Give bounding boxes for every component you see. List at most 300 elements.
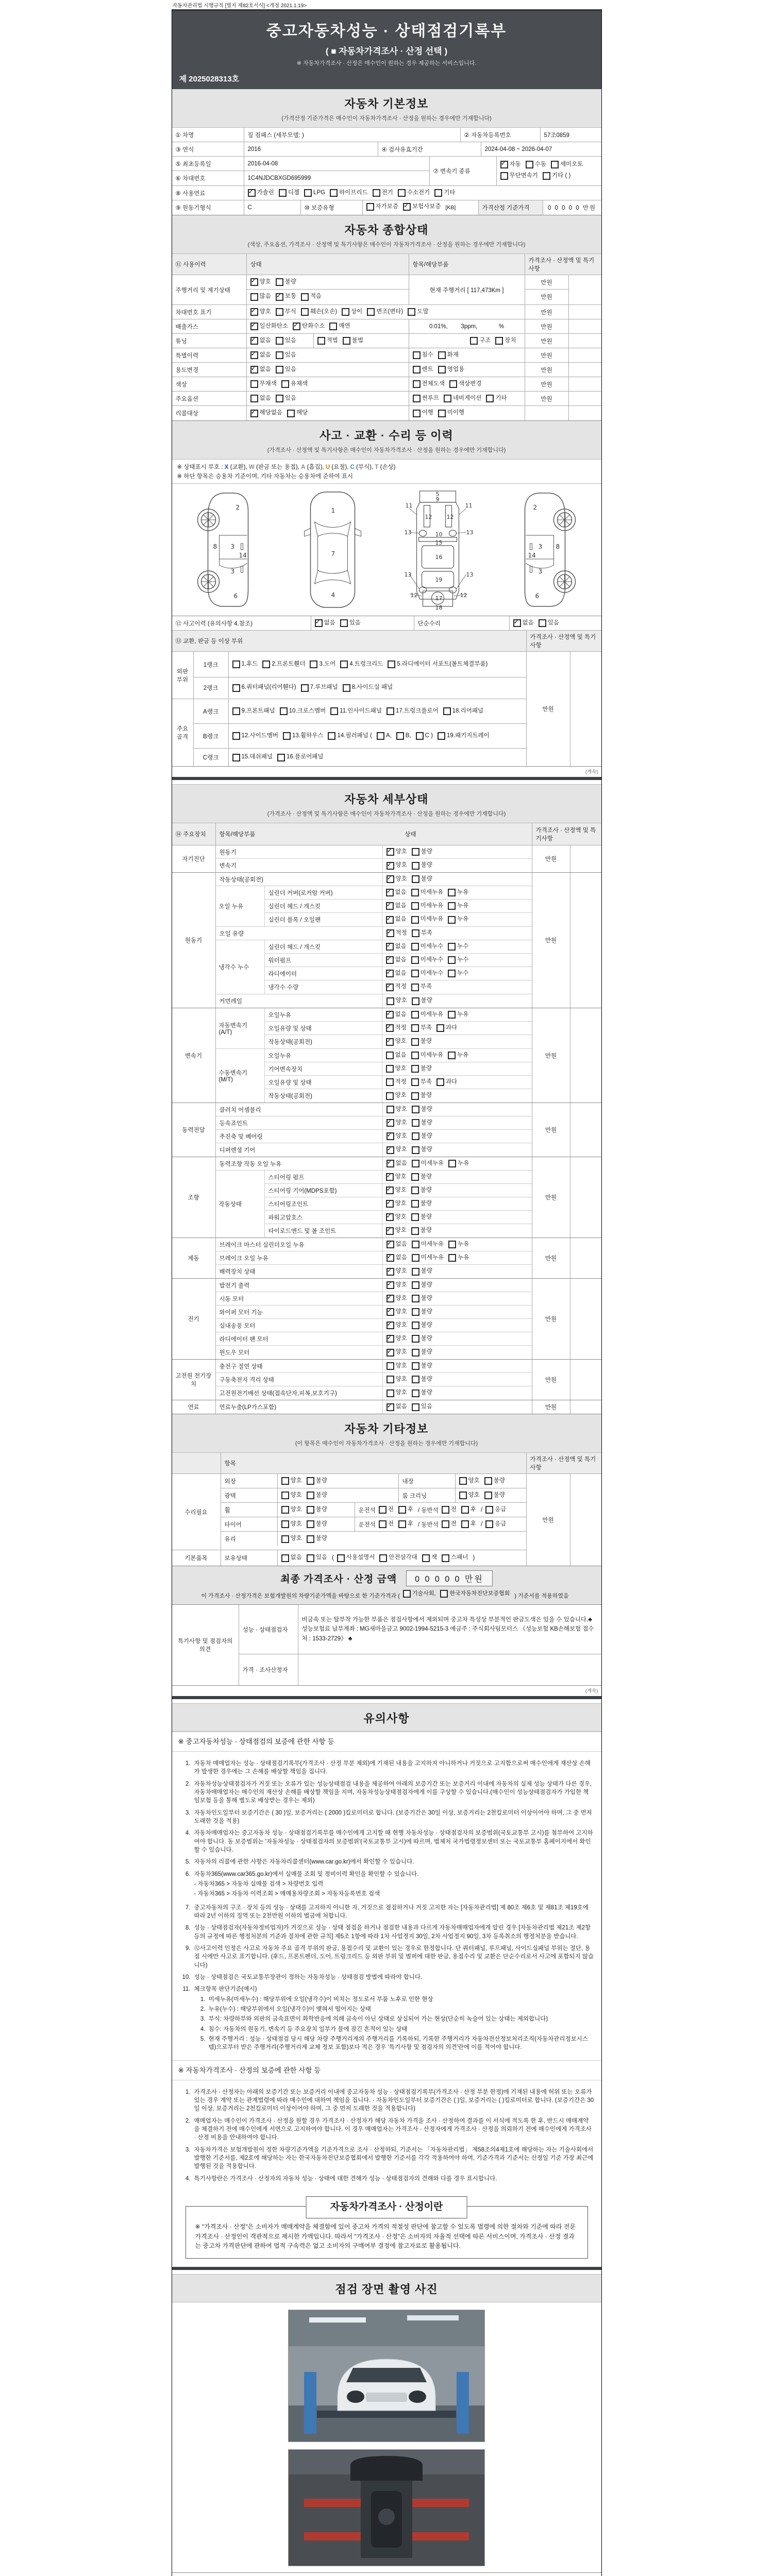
checkbox-전[interactable] <box>379 1506 394 1514</box>
checkbox-전[interactable] <box>442 1506 457 1514</box>
checkbox-이행[interactable] <box>413 410 433 417</box>
usage-change-state <box>247 363 409 377</box>
checkbox-box <box>367 308 375 316</box>
checkbox-양호[interactable] <box>386 1106 407 1113</box>
checkbox-양호[interactable] <box>386 1362 407 1370</box>
detail-subgroup <box>216 1049 532 1103</box>
checkbox-도말[interactable] <box>408 308 428 316</box>
checkbox-과다[interactable] <box>436 1024 457 1032</box>
checkbox-세미오토[interactable] <box>551 161 583 168</box>
checkbox-box <box>386 1349 394 1357</box>
page-subtitle: ( ■ 자동차가격조사 · 산정 선택 ) <box>325 46 448 56</box>
checkbox-label: 있음 <box>547 619 559 626</box>
checkbox-label: 후 <box>470 1506 476 1513</box>
checkbox-전[interactable] <box>442 1520 457 1528</box>
checkbox-12.사이드멤버[interactable] <box>232 732 279 740</box>
checkbox-없음[interactable] <box>513 619 534 627</box>
checkbox-영업용[interactable] <box>438 366 464 374</box>
checkbox-누유[interactable] <box>448 916 468 924</box>
checkbox-label: 매연 <box>339 323 350 329</box>
checkbox-1.후드[interactable] <box>232 660 258 668</box>
checkbox-적법[interactable] <box>317 337 338 345</box>
checkbox-스패너[interactable] <box>442 1554 468 1562</box>
checkbox-불량[interactable] <box>412 1376 432 1383</box>
reg-number-value: 57조0859 <box>544 132 569 139</box>
checkbox-불량[interactable] <box>412 1321 432 1329</box>
checkbox-있음[interactable] <box>276 366 296 374</box>
checkbox-불량[interactable] <box>484 1492 505 1499</box>
checkbox-적정[interactable] <box>386 984 407 991</box>
checkbox-label: A, <box>385 732 392 739</box>
checkbox-전기[interactable] <box>373 189 393 197</box>
detail-item-label: 오일 유량 <box>216 927 383 940</box>
checkbox-불량[interactable] <box>484 1477 505 1485</box>
checkbox-없음[interactable] <box>250 366 271 374</box>
checkbox-보험사보증[interactable] <box>403 203 441 211</box>
checkbox-수동[interactable] <box>526 161 546 168</box>
checkbox-label: 미세누유 <box>420 1011 444 1018</box>
checkbox-label: 미이행 <box>447 410 465 416</box>
checkbox-무단변속기[interactable] <box>500 172 539 180</box>
checkbox-양호[interactable] <box>386 1187 407 1194</box>
checkbox-불량[interactable] <box>412 862 432 870</box>
checkbox-양호[interactable] <box>386 1132 407 1140</box>
checkbox-있음[interactable] <box>412 1403 432 1411</box>
checkbox-불량[interactable] <box>411 1173 432 1181</box>
notice-subitem: 5. 현재 주행거리 : 성능 · 상태점검 당시 해당 차량 주행거리계의 주행거리를 기록하되, 기록한 주행거리가 자동차전산정보처리조직(자동차관리정보시스템)으로부터 받은 주행거리(주행거리계 교체 정보 포함)보다 적은 경우 '특기사항 및 점검자의 의견'란에 이를 적어야 합니다. <box>200 2036 588 2051</box>
checkbox-유채색[interactable] <box>281 380 308 388</box>
checkbox-label: 스패너 <box>450 1554 468 1561</box>
checkbox-불량[interactable] <box>307 1506 327 1514</box>
notice-item: 1. 가격조사 · 산정자는 아래의 보증기간 또는 보증거리 이내에 중고자동차 성능 · 상태점검기록부(가격조사 · 산정 부분 한정)에 기재된 내용에 허위 또는 오류가 있는 경우 계약 또는 관계법령에 따라 매수인에 대하여 책임을 집니다. · 자동차인도일부터 보증기간은 ( )일, 보증거리는 ( )킬로미터로 합니다. (보증기간은 30일 이상, 보증거리는 2천킬로미터 이상이어야 하며, 그 중 먼저 도래한 것을 적용합니다) <box>185 2089 594 2112</box>
checkbox-label: 양호 <box>395 862 407 869</box>
checkbox-양호[interactable] <box>386 1268 407 1276</box>
checkbox-없음[interactable] <box>386 970 407 977</box>
checkbox-없음[interactable] <box>386 1011 407 1019</box>
checkbox-양호[interactable] <box>281 1492 302 1499</box>
checkbox-미세누유[interactable] <box>411 1011 443 1019</box>
checkbox-양호[interactable] <box>459 1477 480 1485</box>
checkbox-없음[interactable] <box>386 1160 407 1167</box>
checkbox-불량[interactable] <box>411 1187 432 1194</box>
checkbox-화재[interactable] <box>438 351 459 359</box>
checkbox-미세누수[interactable] <box>411 943 443 951</box>
checkbox-불량[interactable] <box>412 848 432 856</box>
checkbox-불량[interactable] <box>412 875 432 883</box>
checkbox-침수[interactable] <box>413 351 433 359</box>
checkbox-누유[interactable] <box>448 1052 468 1059</box>
checkbox-과다[interactable] <box>436 1078 457 1086</box>
checkbox-누유[interactable] <box>448 902 468 910</box>
svg-text:1: 1 <box>331 507 335 514</box>
checkbox-누유[interactable] <box>448 1160 469 1167</box>
checkbox-box <box>340 660 348 668</box>
checkbox-양호[interactable] <box>386 1146 407 1154</box>
checkbox-양호[interactable] <box>386 862 407 870</box>
checkbox-누유[interactable] <box>448 1241 469 1248</box>
checkbox-label: 양호 <box>395 1065 407 1072</box>
checkbox-탄화수소[interactable] <box>293 323 325 330</box>
checkbox-없음[interactable] <box>315 619 335 627</box>
checkbox-3.도어[interactable] <box>310 660 335 668</box>
checkbox-매연[interactable] <box>329 323 350 330</box>
checkbox-label: 침수 <box>422 351 433 358</box>
checkbox-누유[interactable] <box>448 889 468 896</box>
checkbox-있음[interactable] <box>340 619 361 627</box>
checkbox-기타[interactable] <box>434 189 455 197</box>
checkbox-없음[interactable] <box>386 1403 407 1411</box>
checkbox-box <box>412 1146 419 1154</box>
checkbox-미세누유[interactable] <box>411 902 443 910</box>
checkbox-미세누유[interactable] <box>411 916 443 924</box>
checkbox-불량[interactable] <box>412 1146 432 1154</box>
checkbox-11.인사이드패널[interactable] <box>330 707 382 715</box>
checkbox-일산화탄소[interactable] <box>250 323 289 330</box>
section-overall-condition <box>172 215 601 254</box>
checkbox-box <box>301 293 309 301</box>
detail-group-label: 연료 <box>172 1400 216 1414</box>
checkbox-수소전기[interactable] <box>398 189 430 197</box>
checkbox-양호[interactable] <box>386 1349 407 1357</box>
checkbox-불량[interactable] <box>412 1119 432 1127</box>
checkbox-5.라디에이터 서포트(볼트체결부품)[interactable] <box>388 660 488 668</box>
detail-table-header: ⑭ 주요장치 항목/해당부품 상태 가격조사 · 산정액 및 특기사항 <box>172 823 601 845</box>
checkbox-불량[interactable] <box>307 1477 327 1485</box>
svg-text:17: 17 <box>435 595 443 602</box>
checkbox-양호[interactable] <box>386 848 407 856</box>
checkbox-9.프론트패널[interactable] <box>232 707 275 715</box>
checkbox-부식[interactable] <box>276 308 296 316</box>
checkbox-후[interactable] <box>461 1520 476 1528</box>
section-accident-history <box>172 421 601 460</box>
checkbox-없음[interactable] <box>386 1254 407 1262</box>
checkbox-불량[interactable] <box>412 1281 432 1289</box>
checkbox-box <box>551 161 559 168</box>
checkbox-양호[interactable] <box>459 1492 480 1499</box>
checkbox-디젤[interactable] <box>279 189 299 197</box>
checkbox-양호[interactable] <box>386 1038 407 1046</box>
checkbox-부족[interactable] <box>411 1024 432 1032</box>
checkbox-불량[interactable] <box>412 1349 432 1357</box>
checkbox-하이브리드[interactable] <box>330 189 368 197</box>
checkbox-양호[interactable] <box>250 278 271 286</box>
checkbox-후[interactable] <box>398 1520 413 1528</box>
checkbox-잭[interactable] <box>422 1554 437 1562</box>
checkbox-기타[interactable] <box>486 395 507 402</box>
checkbox-해당없음[interactable] <box>250 410 282 417</box>
checkbox-box <box>500 161 508 168</box>
checkbox-양호[interactable] <box>386 1389 407 1397</box>
model-year-label: ③ 연식 <box>172 142 244 156</box>
checkbox-label: C ) <box>425 732 433 739</box>
checkbox-양호[interactable] <box>386 1308 407 1316</box>
checkbox-box <box>412 929 419 937</box>
checkbox-부족[interactable] <box>411 1078 432 1086</box>
checkbox-기타 ( )[interactable] <box>543 172 570 180</box>
checkbox-불량[interactable] <box>412 1389 432 1397</box>
checkbox-label: 1.후드 <box>241 660 258 667</box>
checkbox-미세누수[interactable] <box>411 970 443 977</box>
checkbox-양호[interactable] <box>281 1520 302 1528</box>
checkbox-미세누유[interactable] <box>412 1241 444 1248</box>
checkbox-한국자동차진단보증협회[interactable] <box>440 1590 510 1598</box>
checkbox-box <box>301 308 309 316</box>
checkbox-썬루프[interactable] <box>413 395 439 402</box>
checkbox-양호[interactable] <box>281 1535 302 1543</box>
checkbox-15.대쉬패널[interactable] <box>232 754 273 761</box>
checkbox-label: 양호 <box>395 997 407 1004</box>
checkbox-불량[interactable] <box>412 1295 432 1302</box>
checkbox-미세누유[interactable] <box>412 1160 444 1167</box>
checkbox-불량[interactable] <box>307 1520 327 1528</box>
checkbox-불량[interactable] <box>411 1092 432 1100</box>
checkbox-label: 양호 <box>395 1173 407 1180</box>
checkbox-양호[interactable] <box>386 1321 407 1329</box>
detail-group-label: 원동기 <box>172 873 216 1008</box>
page-title: 중고자동차성능 · 상태점검기록부 <box>266 23 507 40</box>
checkbox-보통[interactable] <box>276 293 296 301</box>
checkbox-없음[interactable] <box>386 1052 407 1059</box>
checkbox-양호[interactable] <box>386 997 407 1005</box>
checkbox-없음[interactable] <box>386 956 407 964</box>
checkbox-불량[interactable] <box>411 1200 432 1208</box>
detail-row <box>265 1184 532 1197</box>
checkbox-부족[interactable] <box>412 929 432 937</box>
checkbox-불량[interactable] <box>412 1335 432 1343</box>
checkbox-불량[interactable] <box>411 1227 432 1235</box>
detail-item-label: 냉각수 수량 <box>265 980 382 994</box>
checkbox-양호[interactable] <box>386 1376 407 1383</box>
checkbox-box <box>276 308 283 316</box>
checkbox-누유[interactable] <box>448 1011 468 1019</box>
notice-item: 1. 자동차 매매업자는 성능 · 상태점검기록부(가격조사 · 산정 부분 제외)에 기재된 내용을 고지하지 아니하거나 거짓으로 고지함으로써 매수인에게 재산상 손해가 발생한 경우에는 그 손해를 배상할 책임을 집니다. <box>185 1760 591 1775</box>
checkbox-미세누유[interactable] <box>412 1254 444 1262</box>
checkbox-19.패키지트레이[interactable] <box>438 732 490 740</box>
detail-item-status <box>383 1157 532 1170</box>
checkbox-자가보증[interactable] <box>366 203 398 211</box>
checkbox-양호[interactable] <box>386 1200 407 1208</box>
checkbox-불량[interactable] <box>412 1362 432 1370</box>
checkbox-6.쿼터패널(리어휀다)[interactable] <box>232 684 296 692</box>
checkbox-불량[interactable] <box>412 1132 432 1140</box>
checkbox-불량[interactable] <box>307 1535 327 1543</box>
checkbox-후[interactable] <box>398 1506 413 1514</box>
checkbox-box <box>250 278 258 286</box>
detail-subgroup-label: 수동변속기 (M/T) <box>216 1049 265 1103</box>
checkbox-있음[interactable] <box>276 351 296 359</box>
section-title: 자동차 종합상태 <box>344 224 429 236</box>
checkbox-전체도색[interactable] <box>413 380 445 388</box>
checkbox-없음[interactable] <box>250 395 271 402</box>
checkbox-양호[interactable] <box>386 1281 407 1289</box>
checkbox-렌트[interactable] <box>413 366 433 374</box>
checkbox-적정[interactable] <box>386 929 407 937</box>
checkbox-부족[interactable] <box>411 984 432 991</box>
checkbox-label: 양호 <box>290 1477 302 1484</box>
checkbox-label: 없음 <box>395 1011 407 1018</box>
checkbox-자동[interactable] <box>500 161 521 168</box>
checkbox-상이[interactable] <box>342 308 362 316</box>
checkbox-응급[interactable] <box>485 1506 506 1514</box>
detail-item-label: 실내송풍 모터 <box>216 1319 383 1332</box>
checkbox-label: 사용설명서 <box>346 1554 375 1561</box>
checkbox-label: 없음 <box>259 395 271 401</box>
checkbox-box <box>386 929 394 937</box>
checkbox-가솔린[interactable] <box>248 189 274 197</box>
checkbox-후[interactable] <box>461 1506 476 1514</box>
checkbox-응급[interactable] <box>485 1520 506 1528</box>
checkbox-있음[interactable] <box>307 1554 327 1562</box>
detail-item-status <box>382 980 532 994</box>
checkbox-미세누유[interactable] <box>411 1052 443 1059</box>
checkbox-label: 자가보증 <box>375 203 398 210</box>
checkbox-양호[interactable] <box>386 875 407 883</box>
checkbox-누수[interactable] <box>448 943 468 951</box>
inline-text: ) 기준서를 적용하였음 <box>514 1593 569 1599</box>
tuning-legal <box>314 334 409 348</box>
checkbox-해당[interactable] <box>287 410 308 417</box>
svg-text:19: 19 <box>435 577 443 583</box>
checkbox-없음[interactable] <box>386 943 407 951</box>
checkbox-label: 수소전기 <box>407 189 430 196</box>
checkbox-누수[interactable] <box>448 970 468 977</box>
checkbox-양호[interactable] <box>386 1173 407 1181</box>
checkbox-훼손(오손)[interactable] <box>301 308 337 316</box>
detail-group-label: 고전원 전기장치 <box>172 1360 216 1400</box>
checkbox-label: 불량 <box>421 997 432 1004</box>
checkbox-box <box>386 848 394 856</box>
checkbox-불량[interactable] <box>411 1038 432 1046</box>
checkbox-box <box>434 189 442 197</box>
simple-repair-label: 단순수리 <box>414 616 510 630</box>
checkbox-미이행[interactable] <box>438 410 464 417</box>
checkbox-없음[interactable] <box>250 337 271 345</box>
checkbox-4.트렁크리드[interactable] <box>340 660 383 668</box>
checkbox-무채색[interactable] <box>250 380 277 388</box>
checkbox-불량[interactable] <box>412 1268 432 1276</box>
checkbox-box <box>398 189 406 197</box>
detail-item-status <box>383 994 532 1008</box>
detail-group-notes <box>570 1008 601 1103</box>
checkbox-기술사회,[interactable] <box>403 1590 436 1598</box>
checkbox-label: 13.휠하우스 <box>292 732 324 739</box>
checkbox-box <box>461 1506 469 1514</box>
checkbox-box <box>440 1590 448 1598</box>
checkbox-불량[interactable] <box>412 1308 432 1316</box>
basic-items-state <box>278 1550 526 1566</box>
checkbox-양호[interactable] <box>250 308 271 316</box>
checkbox-변조(변타)[interactable] <box>367 308 403 316</box>
checkbox-양호[interactable] <box>281 1506 302 1514</box>
checkbox-색상변경[interactable] <box>449 380 481 388</box>
detail-group-notes <box>570 873 601 1008</box>
checkbox-불량[interactable] <box>307 1492 327 1499</box>
checkbox-있음[interactable] <box>276 395 296 402</box>
checkbox-불량[interactable] <box>411 1213 432 1221</box>
checkbox-없음[interactable] <box>386 916 407 924</box>
checkbox-누수[interactable] <box>448 956 468 964</box>
detail-row <box>265 900 532 913</box>
checkbox-불량[interactable] <box>276 278 296 286</box>
checkbox-양호[interactable] <box>386 1295 407 1302</box>
checkbox-2.프론트휀더[interactable] <box>262 660 305 668</box>
checkbox-장치[interactable] <box>495 337 516 345</box>
checkbox-안전삼각대[interactable] <box>379 1554 417 1562</box>
checkbox-label: 양호 <box>395 1146 407 1153</box>
checkbox-box <box>411 1038 419 1046</box>
checkbox-box <box>379 1506 386 1514</box>
checkbox-양호[interactable] <box>386 1335 407 1343</box>
checkbox-양호[interactable] <box>386 1092 407 1100</box>
checkbox-8.사이드실 패널[interactable] <box>343 684 393 692</box>
checkbox-누유[interactable] <box>448 1254 469 1262</box>
checkbox-양호[interactable] <box>281 1477 302 1485</box>
checkbox-17.트렁크플로어[interactable] <box>386 707 439 715</box>
checkbox-18.리어패널[interactable] <box>443 707 483 715</box>
checkbox-16.플로어패널[interactable] <box>277 754 324 761</box>
checkbox-box <box>413 410 421 417</box>
checkbox-불량[interactable] <box>412 1106 432 1113</box>
checkbox-미세누유[interactable] <box>411 889 443 896</box>
checkbox-label: 불량 <box>493 1477 505 1484</box>
checkbox-10.크로스멤버[interactable] <box>280 707 326 715</box>
checkbox-있음[interactable] <box>276 337 296 345</box>
checkbox-없음[interactable] <box>386 1241 407 1248</box>
checkbox-있음[interactable] <box>539 619 559 627</box>
checkbox-불량[interactable] <box>412 997 432 1005</box>
checkbox-적정[interactable] <box>386 1078 407 1086</box>
svg-text:3: 3 <box>230 568 235 575</box>
detail-item-label: 기어변속장치 <box>265 1062 382 1075</box>
checkbox-불법[interactable] <box>343 337 363 345</box>
checkbox-C )[interactable] <box>416 732 433 740</box>
checkbox-label: 불량 <box>420 1213 432 1220</box>
checkbox-B,[interactable] <box>396 732 411 740</box>
checkbox-많음[interactable] <box>250 293 271 301</box>
checkbox-불량[interactable] <box>411 1065 432 1073</box>
checkbox-box <box>412 1106 419 1113</box>
checkbox-미세누수[interactable] <box>411 956 443 964</box>
detail-item-label: 동력조향 작동 오일 누유 <box>216 1157 383 1170</box>
checkbox-양호[interactable] <box>386 1119 407 1127</box>
checkbox-네비게이션[interactable] <box>444 395 482 402</box>
row-emission-label: 배출가스 <box>172 319 247 333</box>
checkbox-없음[interactable] <box>386 889 407 896</box>
checkbox-label: 없음 <box>290 1554 302 1561</box>
checkbox-없음[interactable] <box>250 351 271 359</box>
checkbox-7.루브패널[interactable] <box>301 684 338 692</box>
checkbox-전[interactable] <box>379 1520 394 1528</box>
checkbox-label: 과다 <box>445 1078 458 1085</box>
checkbox-label: 7.루브패널 <box>310 684 338 691</box>
checkbox-13.휠하우스[interactable] <box>283 732 323 740</box>
checkbox-LPG[interactable] <box>304 189 325 197</box>
detail-item-status <box>383 1103 532 1116</box>
checkbox-적정[interactable] <box>386 1024 407 1032</box>
checkbox-없음[interactable] <box>281 1554 302 1562</box>
checkbox-사용설명서[interactable] <box>337 1554 375 1562</box>
detail-row <box>216 1279 532 1292</box>
checkbox-없음[interactable] <box>386 902 407 910</box>
checkbox-양호[interactable] <box>386 1065 407 1073</box>
checkbox-구조[interactable] <box>470 337 491 345</box>
checkbox-양호[interactable] <box>386 1213 407 1221</box>
checkbox-양호[interactable] <box>386 1227 407 1235</box>
checkbox-적음[interactable] <box>301 293 322 301</box>
checkbox-box <box>411 902 419 910</box>
checkbox-14.필러패널 ([interactable] <box>328 732 372 740</box>
checkbox-A,[interactable] <box>377 732 392 740</box>
